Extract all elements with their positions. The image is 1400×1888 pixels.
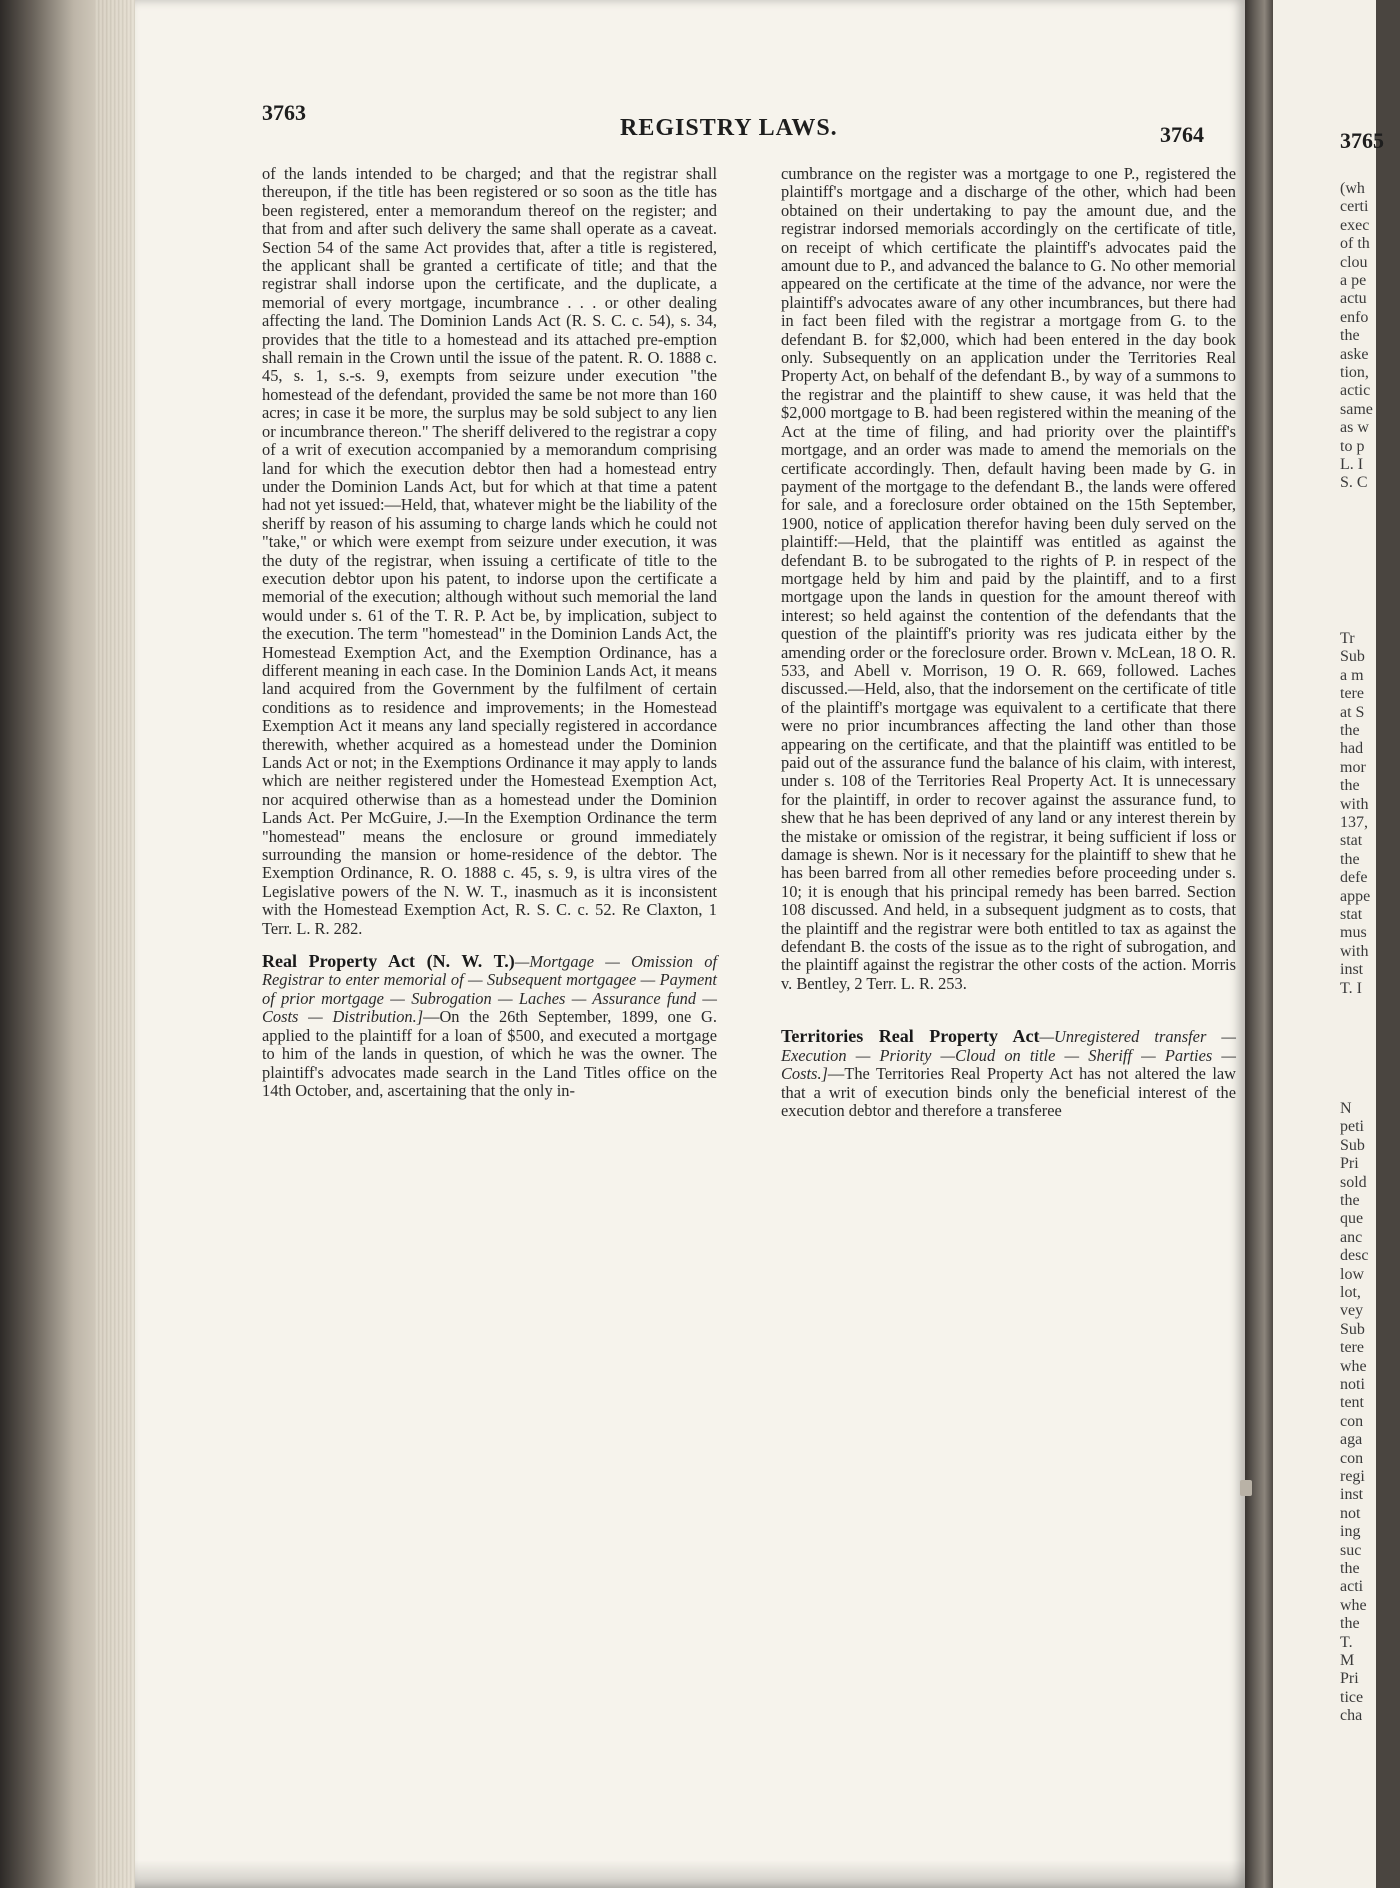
next-page-fragment: with [1340,942,1369,960]
column-right [781,165,1236,1120]
next-page-fragment: acti [1340,1578,1364,1596]
page-number-right: 3764 [1160,122,1204,147]
next-page-fragment: had [1340,740,1364,758]
next-page-fragment: vey [1340,1302,1364,1320]
next-page-fragment: actic [1340,382,1371,400]
next-page-fragment: desc [1340,1247,1369,1265]
next-page-fragment: tion, [1340,364,1369,381]
next-page-fragment: the [1340,1192,1360,1209]
next-page-fragment: actu [1340,290,1367,308]
book-gutter [1245,0,1273,1888]
case-body: —The Territories Real Property Act has not altered the law that a writ of execution binds only the beneficial interest of the execution debtor and therefore a transferee [781,1064,1236,1120]
column-right-body: cumbrance on the register was a mortgage to one P., registered the plaintiff's mortgage and a discharge of the other, which had been obtained on their undertaking to pay the amount due, and the registrar indorsed memorials accordingly on the certificate of title, on receipt of which certificate the plaintiff's advocates paid the amount due to P., and advanced the balance to G. No other memorial appeared on the certificate at the time of the advance, nor were the plaintiff's advocates aware of any other incumbrances, but there had in fact been filed with the registrar a mortgage from G. to the defendant B. for $2,000, which had been entered in the day book only. Subsequently on an application under the Territories Real Property Act, on behalf of the defendant B., by way of a summons to the registrar and the plaintiff to shew cause, it was held that the $2,000 mortgage to B. had been registered within the meaning of the Act at the time of filing, and had priority over the plaintiff's mortgage, and an order was made to amend the memorials on the certificate accordingly. Then, default having been made by G. in payment of the mortgage to the defendant B., the lands were offered for sale, and a foreclosure order obtained on the 15th September, 1900, notice of application therefor having been duly served on the plaintiff:—Held, that the plaintiff was entitled as against the defendant B. to be subrogated to the rights of P. in respect of the mortgage held by him and paid by the plaintiff, and to a first mortgage upon the lands in question for the amount thereof with interest; so held against the contention of the defendants that the question of the plaintiff's priority was res judicata either by the amending order or the foreclosure order. Brown v. McLean, 18 O. R. 533, and Abell v. Morrison, 19 O. R. 669, followed. Laches discussed.—Held, also, that the indorsement on the certificate of title of the plaintiff's mortgage was equivalent to a certificate that there were no prior incumbrances affecting the land other than those appearing on the certificate, and that the plaintiff was entitled to be paid out of the assurance fund the balance of his claim, with interest, under s. 108 of the Territories Real Property Act. It is unnecessary for the plaintiff, in order to recover against the assurance fund, to shew that he has been deprived of any land or any interest therein by the mistake or omission of the registrar, it being sufficient if loss or damage is shewn. Nor is it necessary for the plaintiff to shew that he has been barred from all other remedies before proceeding under s. 10; it is enough that his principal remedy has been barred. Section 108 discussed. And held, in a subsequent judgment as to costs, that the plaintiff and the registrar were both entitled to tax as against the defendant B. the costs of the issue as to the right of subrogation, and the plaintiff against the registrar the other costs of the action. Morris v. Bentley, 2 Terr. L. R. 253. [781,164,1236,993]
next-page-fragment: Pri [1340,1155,1359,1173]
case-heading-real-property-act [262,952,717,1100]
next-page-fragment: the [1340,722,1360,739]
next-page-fragment: tere [1340,1339,1364,1357]
next-page-fragment: Pri [1340,1670,1359,1688]
next-page-fragment: Sub [1340,648,1365,666]
next-page-fragment: peti [1340,1118,1364,1136]
case-tags: —Mortgage — Omission of Registrar to enter memorial of — Subsequent mortgagee — Payment of prior mortgage — Subrogation — Laches — Assurance fund — Costs — Distribution.] [262,952,717,1027]
column-left [262,165,717,1100]
next-page-fragment: defe [1340,869,1368,887]
case-heading-territories-real-property-act [781,1027,1236,1120]
page-number-next: 3765 [1340,128,1384,153]
next-page-fragment: mor [1340,758,1366,776]
column-left-body: of the lands intended to be charged; and that the registrar shall thereupon, if the title has been registered or so soon as the title has been registered, enter a memorandum thereof on the register; and that from and after such delivery the same shall operate as a caveat. Section 54 of the same Act provides that, after a title is registered, the applicant shall be granted a certificate of title; and that the registrar shall indorse upon the certificate, and the duplicate, a memorial of every mortgage, incumbrance . . . or other dealing affecting the land. The Dominion Lands Act (R. S. C. c. 54), s. 34, provides that the title to a homestead and its attached pre-emption shall remain in the Crown until the issue of the patent. R. O. 1888 c. 45, s. 1, s.-s. 9, exempts from seizure under execution "the homestead of the defendant, provided the same be not more than 160 acres; in case it be more, the surplus may be sold subject to any lien or incumbrance thereon." The sheriff delivered to the registrar a copy of a writ of execution accompanied by a memorandum comprising land for which the execution debtor then had a homestead entry under the Dominion Lands Act, but for which at that time a patent had not yet issued:—Held, that, whatever might be the liability of the sheriff by reason of his assuming to charge lands which he could not "take," or which were exempt from seizure under execution, it was the duty of the registrar, when issuing a certificate of title to the execution debtor upon his patent, to indorse upon the certificate a memorial of the execution; although without such memorial the land would under s. 61 of the T. R. P. Act be, by implication, subject to the execution. The term "homestead" in the Dominion Lands Act, the Homestead Exemption Act, and the Exemption Ordinance, has a different meaning in each case. In the Dominion Lands Act, it means land acquired from the Government by the fulfilment of certain conditions as to residence and improvements; in the Homestead Exemption Act it means any land specially registered in accordance therewith, whether acquired as a homestead under the Dominion Lands Act or not; in the Exemptions Ordinance it may apply to lands which are neither registered under the Homestead Exemption Act, nor acquired otherwise than as a homestead under the Dominion Lands Act. Per McGuire, J.—In the Exemption Ordinance the term "homestead" means the enclosure or ground immediately surrounding the mansion or home-residence of the debtor. The Exemption Ordinance, R. O. 1888 c. 45, s. 9, is ultra vires of the Legislative powers of the N. W. T., inasmuch as it is inconsistent with the Homestead Exemption Act, R. S. C. c. 52. Re Claxton, 1 Terr. L. R. 282. [262,164,717,938]
next-page-fragment: ing [1340,1523,1361,1541]
next-page-fragment: aga [1340,1431,1363,1449]
next-page-fragment: certi [1340,198,1369,216]
next-page-fragment: L. I [1340,456,1364,473]
case-body: —On the 26th September, 1899, one G. applied to the plaintiff for a loan of $500, and executed a mortgage to him of the lands in question, of which he was the owner. The plaintiff's advocates made search in the Land Titles office on the 14th October, and, ascertaining that the only in- [262,1007,717,1100]
next-page-fragment: to p [1340,437,1365,455]
next-page-fragment: inst [1340,1486,1364,1504]
next-page-fragment: tent [1340,1394,1364,1412]
next-page-fragment: anc [1340,1228,1363,1246]
next-page-fragment: the [1340,777,1360,795]
next-page-fragment: clou [1340,253,1368,271]
binding-clip [1240,1480,1252,1496]
next-page-fragment: T. [1340,1633,1353,1651]
next-page-fragment: Sub [1340,1136,1365,1154]
next-page-fragment: the [1340,1615,1360,1633]
next-page-fragment: Sub [1340,1320,1365,1338]
next-page-fragment: tere [1340,685,1364,703]
next-page-fragment: whe [1340,1357,1367,1375]
next-page-fragment: as w [1340,419,1369,437]
next-page-fragment: of th [1340,235,1370,253]
next-page-fragment: at S [1340,703,1365,721]
next-page-fragment: inst [1340,961,1364,979]
page-number-left: 3763 [262,100,306,125]
next-page-fragment: N [1340,1100,1352,1117]
page-edges [95,0,135,1888]
next-page-fragment: whe [1340,1596,1367,1614]
running-head: REGISTRY LAWS. [620,115,838,141]
next-page-fragment: M [1340,1652,1355,1669]
next-page-fragment: 137, [1340,814,1368,831]
next-page-fragment: suc [1340,1541,1362,1559]
next-page-fragment: regi [1340,1468,1365,1485]
next-page-fragment: the [1340,1560,1360,1577]
next-page-fragment: low [1340,1265,1364,1283]
next-page-fragment: with [1340,795,1369,813]
next-page-fragment: con [1340,1412,1364,1430]
next-page-fragment: noti [1340,1376,1365,1393]
next-page-fragment: mus [1340,924,1367,942]
next-page-fragment: the [1340,850,1360,868]
next-page-fragment: aske [1340,345,1369,363]
next-page-fragment: S. C [1340,474,1368,492]
next-page-fragment: appe [1340,887,1371,905]
next-page-fragment: lot, [1340,1284,1361,1301]
next-page-fragment: Tr [1340,630,1355,647]
next-page-fragment: a pe [1340,272,1367,289]
page-shadow [135,1860,1245,1888]
next-page-fragment: T. I [1340,979,1362,997]
next-page-fragment: stat [1340,906,1363,923]
next-page-fragment: cha [1340,1707,1363,1725]
case-tags: —Unregistered transfer — Execution — Priority —Cloud on title — Sheriff — Parties — Costs.] [781,1027,1236,1084]
next-page-fragment: not [1340,1504,1361,1522]
next-page-fragment: exec [1340,216,1370,234]
next-page-fragment: (wh [1340,180,1365,197]
next-page-fragment: the [1340,327,1360,345]
case-title: Territories Real Property Act [781,1026,1040,1047]
next-page-fragment: stat [1340,832,1363,850]
case-title: Real Property Act (N. W. T.) [262,951,515,972]
next-page-fragment: tice [1340,1688,1364,1706]
next-page-fragment: a m [1340,666,1364,684]
next-page-fragment: same [1340,400,1373,418]
next-page-fragment: con [1340,1449,1364,1467]
next-page-fragment: que [1340,1210,1364,1228]
next-page-fragment: sold [1340,1173,1367,1191]
next-page-fragment: enfo [1340,308,1369,326]
